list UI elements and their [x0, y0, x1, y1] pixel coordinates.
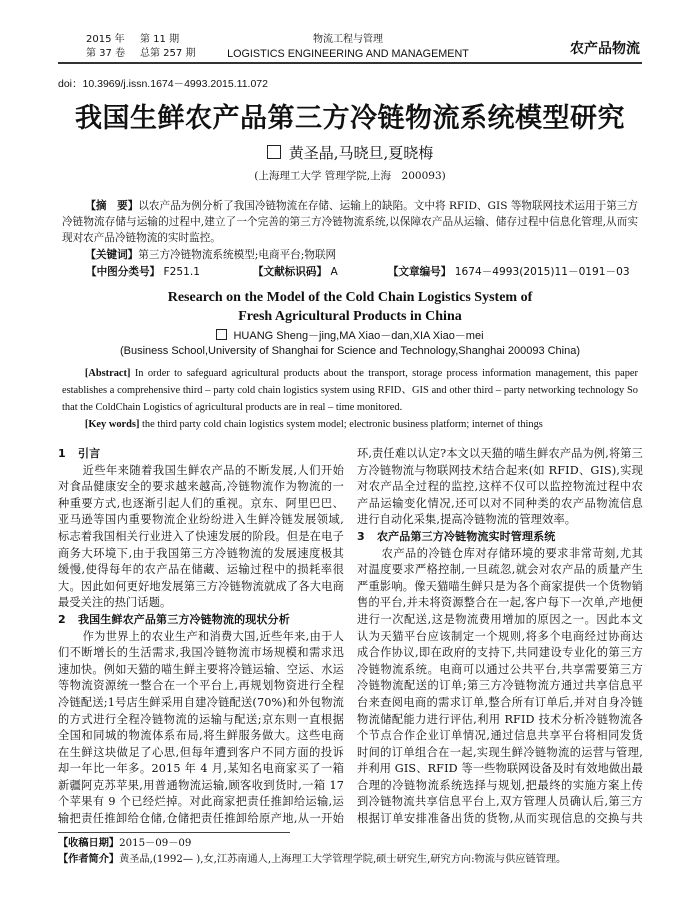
article-no-label: 【文章编号】	[387, 266, 452, 278]
header-issue-info	[86, 33, 195, 61]
keywords-cn-text: 第三方冷链物流系统模型;电商平台;物联网	[138, 249, 337, 261]
section-1-paragraph: 近些年来随着我国生鲜农产品的不断发展,人们开始对食品健康安全的要求越来越高,冷链物流作为物流的一种重要方式,也逐渐引起人们的重视。京东、阿里巴巴、亚马逊等国内重要物流企业纷纷进入生鲜冷链发展领域,标志着我国相关行业进入了快速发展的阶段。但是在电子商务大环境下,由于我国第三方冷链物流的发展速度极其缓慢,使得每年的农产品在储藏、运输过程中的损耗率很大。因此如何更好地发展第三方冷链物流就成了各大电商最受关注的热门话题。	[58, 463, 344, 610]
keywords-cn	[62, 247, 638, 263]
keywords-en-text: the third party cold chain logistics system model; electronic business platform; internet of things	[142, 419, 543, 430]
abstract-en-text: In order to safeguard agricultural products about the transport, storage process information management, this paper establishes a comprehensive third – party cold chain logistics system using RFID、GIS and other third – party networking technology So that the ColdChain Logistics of agricultural products are in real – time monitored.	[62, 368, 638, 413]
received-date	[58, 836, 648, 852]
abstract-en-label: [Abstract]	[84, 368, 131, 379]
abstract-cn-label: 【摘 要】	[85, 200, 139, 212]
author-bio-label: 【作者简介】	[58, 854, 120, 865]
paper-title-cn: 我国生鲜农产品第三方冷链物流系统模型研究	[75, 103, 625, 134]
author-bio-text: 黄圣晶,(1992— ),女,江苏南通人,上海理工大学管理学院,硕士研究生,研究方向:物流与供应链管理。	[119, 854, 567, 865]
received-value: 2015－09－09	[119, 838, 192, 849]
header-section-label: 农产品物流	[570, 41, 640, 57]
header-volume: 第 37 卷	[86, 48, 126, 59]
section-3-number: 3	[357, 529, 365, 543]
header-journal-cn: 物流工程与管理	[313, 34, 383, 45]
received-label: 【收稿日期】	[58, 838, 120, 849]
author-box-icon-en	[216, 329, 227, 340]
header-rule	[58, 62, 642, 64]
keywords-en-label: [Key words]	[84, 419, 140, 430]
section-3-paragraph: 农产品的冷链仓库对存储环境的要求非常苛刻,尤其对温度要求严格控制,一旦疏忽,就会对农产品的质量产生严重影响。像天猫喵生鲜只是为各个商家提供一个货物销售的平台,并未将资源整合在一起,客户每下一次单,产地便进行一次配送,这是物流费用增加的原因之一。因此本文认为天猫平台应该制定一个规则,将多个电商经过协商达成合作协议,即在政府的支持下,共同建设专业化的第三方冷链物流系统。电商可以通过公共平台,共享需要第三方冷链物流配送的订单;第三方冷链物流方通过共享信息平台来查阅电商的需求订单,整合所有订单后,并对自身冷链物流储配能力进行评估,利用 RFID 技术分析冷链物流各个节点合作企业订单情况,通过信息共享平台将相同发货时间的订单组合在一起,实现生鲜冷链物流的运营与管理,并利用 GIS、RFID 等一些物联网设备及时有效地做出最合理的冷链物流系统选择与规划,把最终的实施方案上传到冷链物流共享信息平台上,双方管理人员确认后,第三方根据订单安排准备出货的货物,从而实现信息的交换与共	[357, 546, 643, 826]
abstract-cn-text: 以农产品为例分析了我国冷链物流在存储、运输上的缺陷。文中将 RFID、GIS 等物联网技术运用于第三方冷链物流存储与运输的过程中,建立了一个完善的第三方冷链物流系统,以保障农产品从运输、储存过程中信息化管理,从而实现对农产品冷链物流的实时监控。	[62, 200, 638, 244]
keywords-en	[62, 416, 638, 433]
authors-cn	[0, 142, 700, 163]
abstract-en	[62, 365, 638, 416]
article-no-value: 1674－4993(2015)11－0191－03	[454, 266, 630, 278]
footnote-rule	[58, 832, 290, 833]
header-issue: 第 11 期	[140, 34, 180, 45]
section-2-title: 我国生鲜农产品第三方冷链物流的现状分析	[78, 612, 290, 626]
affiliation-en: (Business School,University of Shanghai for Science and Technology,Shanghai 200093 China)	[119, 345, 581, 357]
clc-label: 【中图分类号】	[86, 266, 161, 278]
authors-cn-text: 黄圣晶,马晓旦,夏晓梅	[288, 144, 434, 162]
header-journal	[218, 33, 478, 61]
header-total-issue: 总第 257 期	[140, 48, 196, 59]
section-2-paragraph: 作为世界上的农业生产和消费大国,近些年来,由于人们不断增长的生活需求,我国冷链物流市场规模和需求迅速加快。例如天猫的喵生鲜主要将冷链运输、空运、水运等物流资源统一整合在一个平台上,再规划物资进行全程冷链配送;1号店生鲜采用自建冷链配送(70%)和外包物流的方式进行全程冷链物流的运输与配送;京东则一直根据全国和同城的物流体系布局,将生鲜服务做大。这些电商在生鲜这块做足了心思,但每年遭到客户不同方面的投诉却一年比一年多。2015 年 4 月,某知名电商家买了一箱新疆阿克苏苹果,用普通物流运输,顾客收到货时,一箱 17 个苹果有 9 个已经烂掉。对此商家把责任推卸给运输,运输把责任推卸给仓储,仓储把责任推卸给原产地,从一开始	[58, 629, 344, 826]
section-2-heading	[58, 612, 344, 629]
author-bio	[58, 852, 648, 868]
paper-title-en-line1: Research on the Model of the Cold Chain Logistics System of	[167, 290, 533, 305]
section-3-heading	[357, 529, 643, 546]
keywords-cn-label: 【关键词】	[85, 249, 139, 261]
abstract-cn	[62, 198, 638, 246]
footnotes	[58, 836, 648, 868]
doc-code-value: A	[330, 266, 338, 278]
doc-code-label: 【文献标识码】	[252, 266, 328, 278]
section-3-title: 农产品第三方冷链物流实时管理系统	[377, 529, 556, 543]
clc-value: F251.1	[163, 266, 200, 278]
header-journal-en: LOGISTICS ENGINEERING AND MANAGEMENT	[227, 48, 469, 60]
section-1-heading	[58, 446, 344, 463]
section-1-title: 引言	[78, 447, 101, 460]
section-2-paragraph-continued: 环,责任难以认定?本文以天猫的喵生鲜农产品为例,将第三方冷链物流与物联网技术结合起来(如 RFID、GIS),实现对农产品全过程的监控,这样不仅可以监控物流过程中农产品运输变化情况,还可以对不同种类的农产品物流信息进行自动化采集,提高冷链物流的管理效率。	[357, 447, 643, 527]
classification-line	[62, 264, 638, 280]
section-1-number: 1	[58, 447, 66, 460]
body-column-left	[58, 446, 344, 826]
author-box-icon	[267, 145, 281, 159]
authors-en	[0, 327, 700, 343]
header-year: 2015 年	[86, 34, 125, 45]
paper-title-en-line2: Fresh Agricultural Products in China	[238, 309, 462, 324]
affiliation-cn: (上海理工大学 管理学院,上海 200093)	[254, 170, 446, 182]
body-column-right	[357, 446, 643, 826]
doi-line[interactable]: doi：10.3969/j.issn.1674－4993.2015.11.072	[58, 78, 268, 90]
section-2-number: 2	[58, 612, 66, 626]
authors-en-text: HUANG Sheng－jing,MA Xiao－dan,XIA Xiao－mei	[233, 330, 484, 342]
